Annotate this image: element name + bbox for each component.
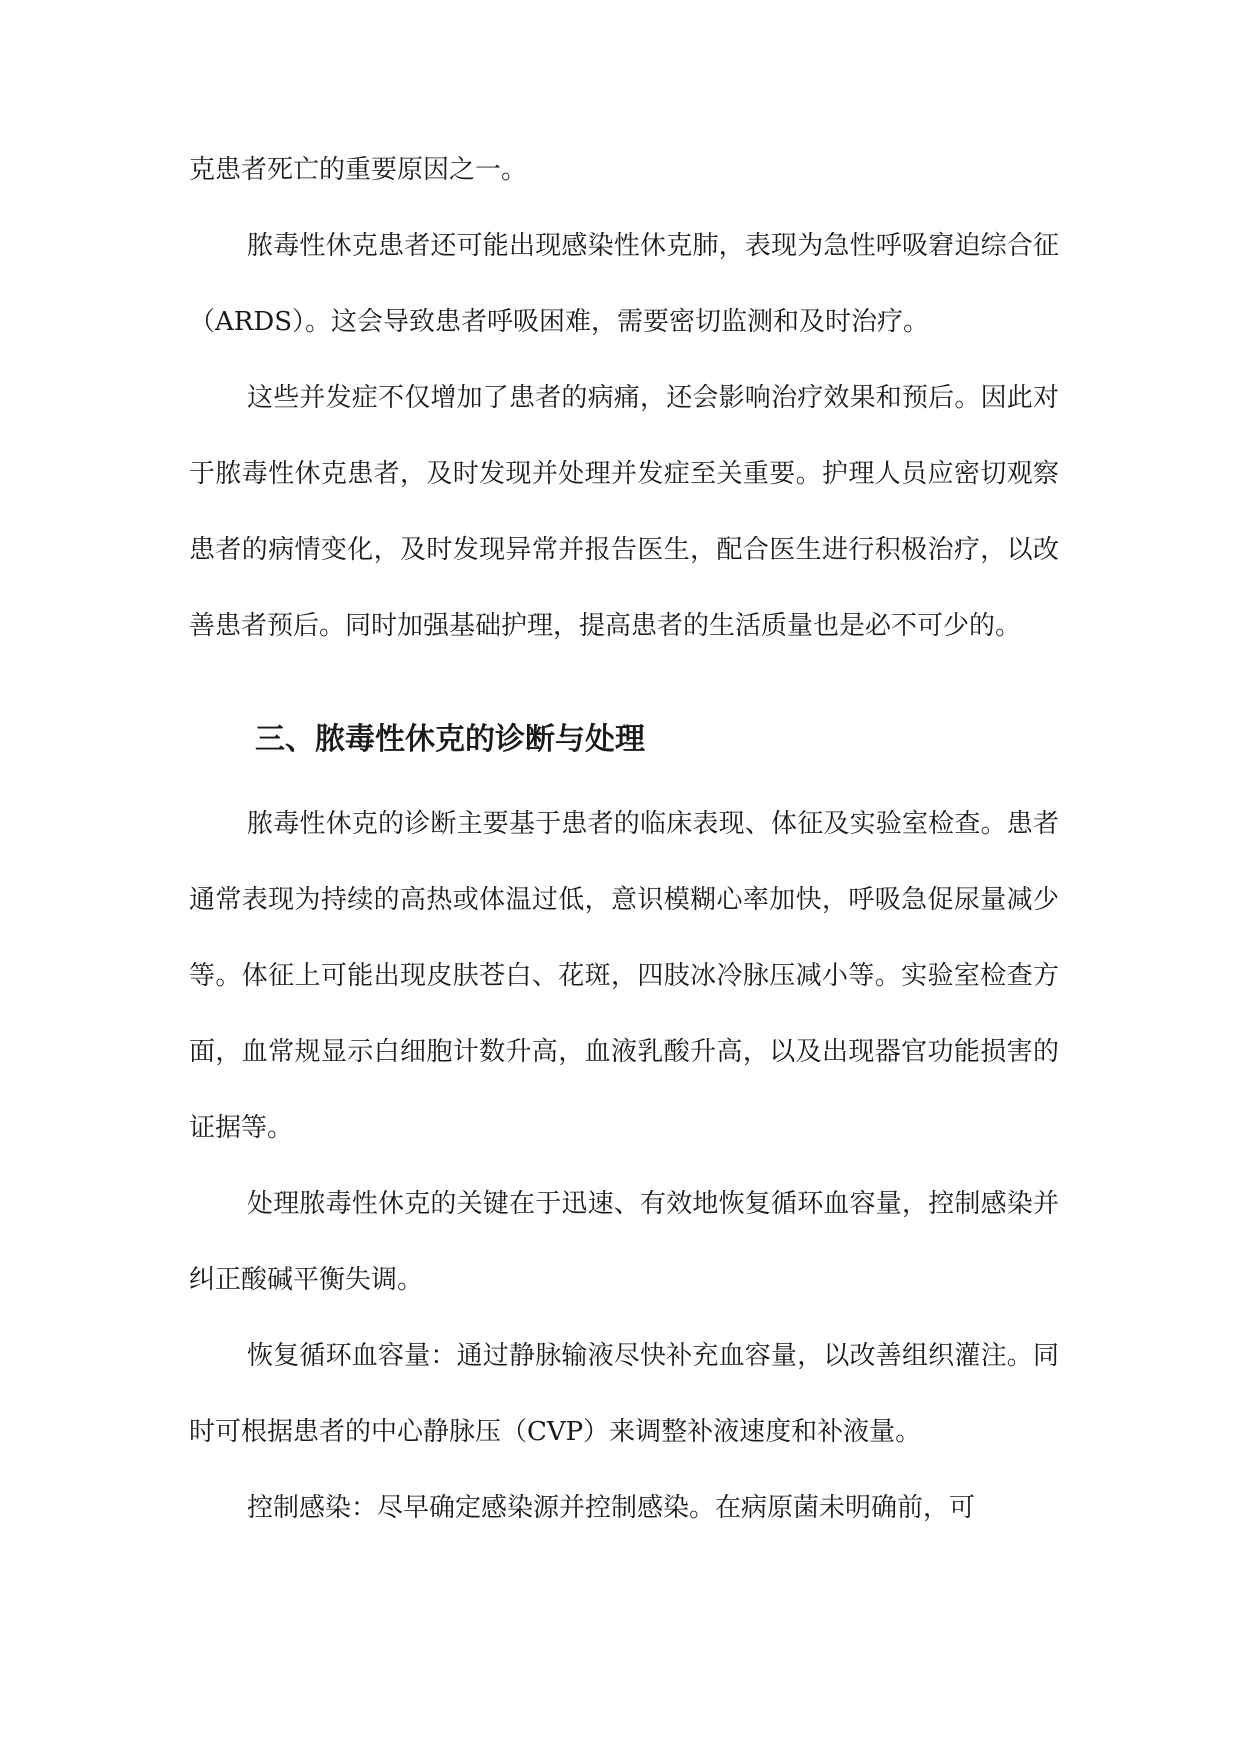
paragraph-continuation: 克患者死亡的重要原因之一。 [189, 155, 528, 185]
paragraph-diagnosis: 脓毒性休克的诊断主要基于患者的临床表现、体征及实验室检查。患者通常表现为持续的高热或体温过低，意识模糊心率加快，呼吸急促尿量减少等。体征上可能出现皮肤苍白、花斑，四肢冰冷脉压减小等。实验室检查方面，血常规显示白细胞计数升高，血液乳酸升高，以及出现器官功能损害的证据等。 [189, 809, 1059, 1143]
paragraph-complications: 这些并发症不仅增加了患者的病痛，还会影响治疗效果和预后。因此对于脓毒性休克患者，及时发现并处理并发症至关重要。护理人员应密切观察患者的病情变化，及时发现异常并报告医生，配合医生进行积极治疗，以改善患者预后。同时加强基础护理，提高患者的生活质量也是必不可少的。 [189, 383, 1059, 641]
paragraph-restore-volume: 恢复循环血容量：通过静脉输液尽快补充血容量，以改善组织灌注。同时可根据患者的中心静脉压（CVP）来调整补液速度和补液量。 [189, 1341, 1059, 1447]
section-heading: 三、脓毒性休克的诊断与处理 [255, 722, 645, 757]
document-page [189, 132, 1059, 1546]
paragraph-treatment-key: 处理脓毒性休克的关键在于迅速、有效地恢复循环血容量，控制感染并纠正酸碱平衡失调。 [189, 1189, 1059, 1295]
paragraph-control-infection: 控制感染：尽早确定感染源并控制感染。在病原菌未明确前，可 [247, 1493, 976, 1523]
paragraph-ards: 脓毒性休克患者还可能出现感染性休克肺，表现为急性呼吸窘迫综合征（ARDS）。这会导致患者呼吸困难，需要密切监测和及时治疗。 [189, 231, 1059, 337]
